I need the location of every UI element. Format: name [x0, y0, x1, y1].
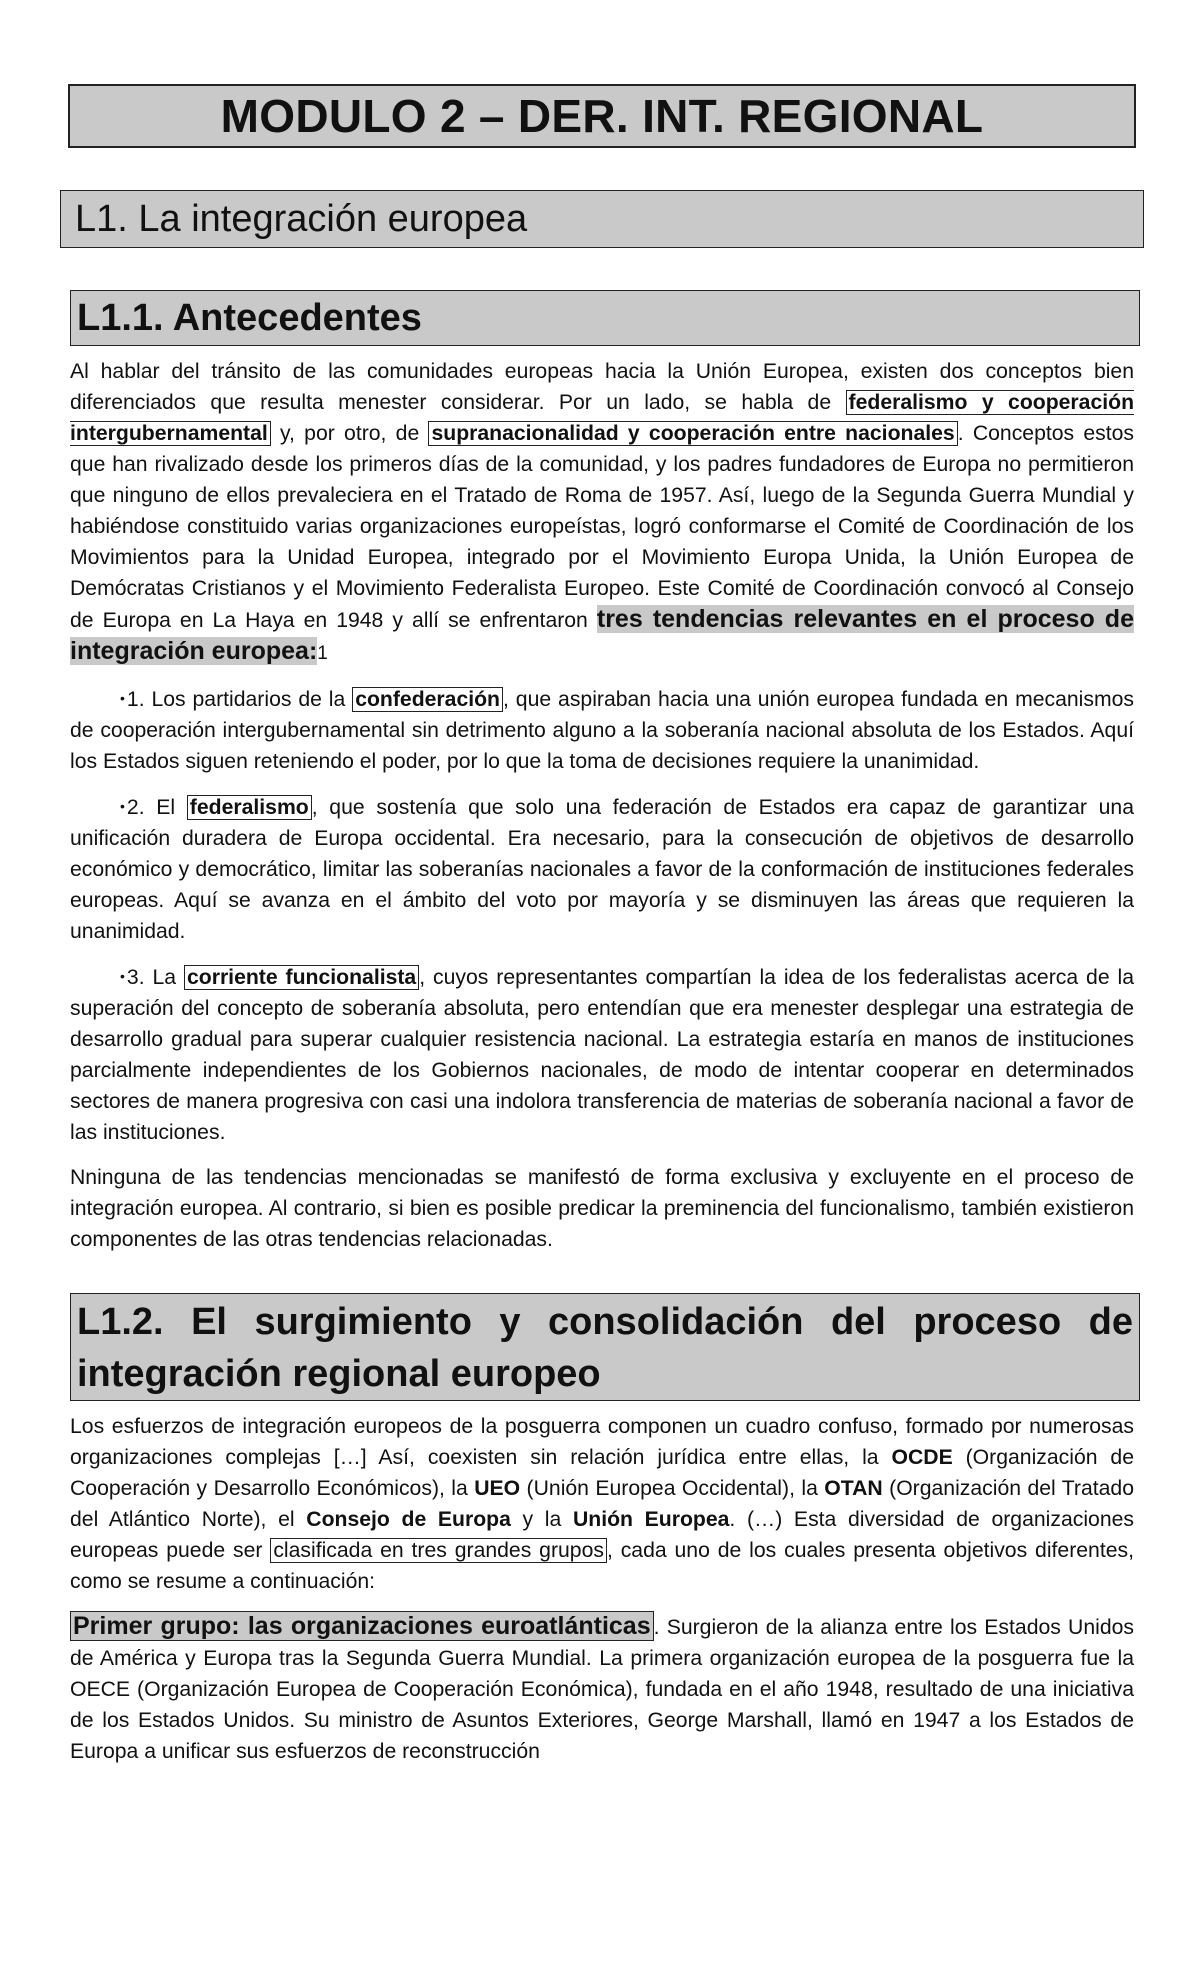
- text-run: (Unión Europea Occidental), la: [520, 1477, 825, 1500]
- keyword-federalismo-2: federalismo: [187, 795, 312, 820]
- keyword-federalismo: federalismo y cooperación intergubernamental: [70, 391, 1135, 445]
- text-run: Los esfuerzos de integración europeos de la posguerra componen un cuadro confuso, formado por numerosas organizaciones complejas […] Así, coexisten sin relación jurídica entre ellas, la: [70, 1415, 1134, 1469]
- highlight-tres-tendencias: tres tendencias relevantes en el proceso de integración europea:: [70, 605, 1134, 665]
- text-run: 3. La: [126, 966, 184, 989]
- paragraph-primer-grupo: [70, 1611, 1134, 1767]
- org-consejo-europa: Consejo de Europa: [306, 1508, 511, 1531]
- document-title: MODULO 2 – DER. INT. REGIONAL: [68, 84, 1136, 148]
- keyword-tres-grupos: clasificada en tres grandes grupos: [270, 1538, 607, 1563]
- bullet-funcionalista: [70, 961, 1134, 1148]
- text-run: , que aspiraban hacia una unión europea fundada en mecanismos de cooperación intergubernamental sin detrimento alguno a la soberanía nacional absoluta de los Estados. Aquí los Estados siguen reteniendo el poder, por lo que la toma de decisiones requiere la unanimidad.: [70, 688, 1135, 773]
- text-run: y, por otro, de: [270, 422, 429, 445]
- text-run: , que sostenía que solo una federación de Estados era capaz de garantizar una unificación duradera de Europa occidental. Era necesario, para la consecución de objetivos de desarrollo económico y democrático, limitar las soberanías nacionales a favor de la conformación de instituciones federales europeas. Aquí se avanza en el ámbito del voto por mayoría y se disminuyen las áreas que requieren la unanimidad.: [70, 796, 1134, 943]
- keyword-funcionalista: corriente funcionalista: [184, 965, 419, 990]
- text-run: 2. El: [126, 796, 187, 819]
- paragraph-esfuerzos: [70, 1411, 1134, 1597]
- bullet-icon: •: [120, 690, 125, 706]
- org-otan: OTAN: [824, 1477, 883, 1500]
- org-union-europea: Unión Europea: [572, 1508, 730, 1531]
- text-run: , cada uno de los cuales presenta objetivos diferentes, como se resume a continuación:: [70, 1539, 1134, 1593]
- keyword-primer-grupo: Primer grupo: las organizaciones euroatlánticas: [70, 1611, 654, 1641]
- text-run: Al hablar del tránsito de las comunidades europeas hacia la Unión Europea, existen dos conceptos bien diferenciados que resulta menester considerar. Por un lado, se habla de: [70, 360, 1134, 414]
- paragraph-conclusion: Nninguna de las tendencias mencionadas se manifestó de forma exclusiva y excluyente en el proceso de integración europea. Al contrario, si bien es posible predicar la preminencia del funcionalismo, también existieron componentes de las otras tendencias relacionadas.: [70, 1166, 1134, 1251]
- bullet-confederacion: [70, 683, 1134, 777]
- section-heading-l1-2: L1.2. El surgimiento y consolidación del proceso de integración regional europeo: [70, 1293, 1140, 1401]
- text-run: , cuyos representantes compartían la idea de los federalistas acerca de la superación del concepto de soberanía absoluta, pero entendían que era menester desplegar una estrategia de desarrollo gradual para superar cualquier resistencia nacional. La estrategia estaría en manos de instituciones parcialmente independientes de los Gobiernos nacionales, de modo de intentar cooperar en determinados sectores de manera progresiva con casi una indolora transferencia de materias de soberanía nacional a favor de las instituciones.: [70, 966, 1135, 1144]
- keyword-supranacionalidad: supranacionalidad y cooperación entre nacionales: [428, 421, 957, 446]
- bullet-federalismo: [70, 791, 1134, 947]
- text-run: 1. Los partidarios de la: [126, 688, 353, 711]
- footnote-ref: 1: [317, 643, 328, 664]
- org-ocde: OCDE: [891, 1446, 953, 1469]
- bullet-icon: •: [120, 798, 125, 814]
- section-heading-l1-1: L1.1. Antecedentes: [70, 290, 1140, 346]
- keyword-confederacion: confederación: [352, 687, 503, 712]
- section-heading-l1: L1. La integración europea: [60, 190, 1144, 248]
- org-ueo: UEO: [474, 1477, 521, 1500]
- paragraph-antecedentes: [70, 356, 1134, 669]
- bullet-icon: •: [120, 968, 125, 984]
- text-run: . (…) Esta diversidad de organizaciones europeas puede ser: [70, 1508, 1134, 1562]
- text-run: (Organización de Cooperación y Desarrollo Económicos), la: [70, 1446, 1134, 1500]
- text-run: (Organización del Tratado del Atlántico Norte), el: [70, 1477, 1134, 1531]
- text-run: . Conceptos estos que han rivalizado desde los primeros días de la comunidad, y los padres fundadores de Europa no permitieron que ninguno de ellos prevaleciera en el Tratado de Roma de 1957. Así, luego de la Segunda Guerra Mundial y habiéndose constituido varias organizaciones europeístas, logró conformarse el Comité de Coordinación de los Movimientos para la Unidad Europea, integrado por el Movimiento Europa Unida, la Unión Europea de Demócratas Cristianos y el Movimiento Federalista Europeo. Este Comité de Coordinación convocó al Consejo de Europa en La Haya en 1948 y allí se enfrentaron: [70, 422, 1134, 632]
- text-run: . Surgieron de la alianza entre los Estados Unidos de América y Europa tras la Segunda Guerra Mundial. La primera organización europea de la posguerra fue la OECE (Organización Europea de Cooperación Económica), fundada en el año 1948, resultado de una iniciativa de los Estados Unidos. Su ministro de Asuntos Exteriores, George Marshall, llamó en 1947 a los Estados de Europa a unificar sus esfuerzos de reconstrucción: [70, 1616, 1135, 1763]
- text-run: y la: [510, 1508, 573, 1531]
